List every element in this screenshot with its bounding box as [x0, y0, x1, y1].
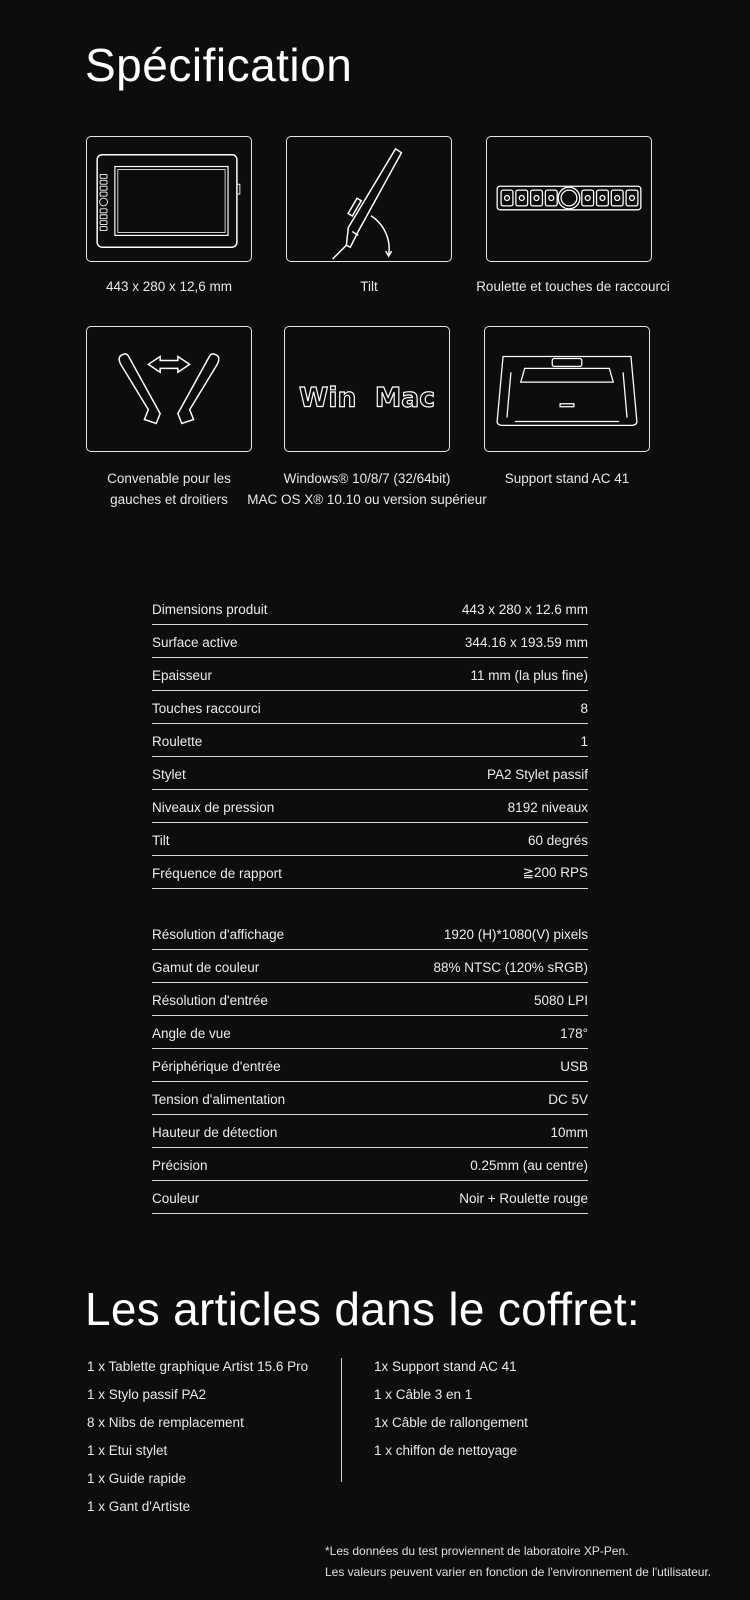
- spec-value: 60 degrés: [527, 832, 588, 848]
- footnote-line: Les valeurs peuvent varier en fonction de l'environnement de l'utilisateur.: [325, 1565, 712, 1579]
- left-right-hand-icon: [87, 327, 251, 451]
- feature-caption-tilt: Tilt: [360, 279, 378, 294]
- win-mac-icon: [285, 327, 449, 451]
- spec-value: 344.16 x 193.59 mm: [464, 634, 588, 650]
- tablet-icon: [87, 137, 251, 261]
- spec-row: [152, 1181, 588, 1214]
- feature-card-dimensions: [86, 136, 252, 262]
- spec-value: 8: [580, 700, 588, 716]
- spec-label: Touches raccourci: [152, 700, 261, 716]
- spec-value: 8192 niveaux: [507, 799, 588, 815]
- spec-value: 1: [580, 733, 588, 749]
- list-item: 1 x Stylo passif PA2: [87, 1387, 207, 1402]
- spec-label: Niveaux de pression: [152, 799, 275, 815]
- win-mac-text: Win Mac: [299, 382, 435, 414]
- spec-value: 88% NTSC (120% sRGB): [433, 959, 588, 975]
- caption-line: Windows® 10/8/7 (32/64bit): [283, 471, 451, 486]
- feature-card-os-compatibility: [284, 326, 450, 452]
- spec-value: ≧200 RPS: [522, 865, 588, 880]
- spec-value: Noir + Roulette rouge: [459, 1190, 588, 1206]
- spec-label: Fréquence de rapport: [152, 865, 282, 881]
- spec-label: Couleur: [152, 1190, 200, 1206]
- spec-value: PA2 Stylet passif: [486, 766, 588, 782]
- list-divider: [341, 1358, 342, 1482]
- list-item: 1 x chiffon de nettoyage: [374, 1443, 518, 1458]
- spec-row: [152, 1016, 588, 1049]
- page-title: Spécification: [85, 39, 353, 91]
- box-contents-list-left: [87, 1353, 308, 1521]
- box-contents-list-right: [374, 1353, 528, 1465]
- spec-label: Périphérique d'entrée: [152, 1058, 281, 1074]
- spec-row: [152, 625, 588, 658]
- caption-line: gauches et droitiers: [110, 492, 228, 507]
- feature-caption-stand: Support stand AC 41: [504, 471, 630, 486]
- feature-card-tilt: [286, 136, 452, 262]
- spec-table-display: [152, 917, 588, 1214]
- list-item: 1 x Câble 3 en 1: [374, 1387, 473, 1402]
- spec-value: 1920 (H)*1080(V) pixels: [443, 926, 588, 942]
- caption-line: Convenable pour les: [107, 471, 231, 486]
- spec-row: [152, 1148, 588, 1181]
- footnote-line: *Les données du test proviennent de laboratoire XP-Pen.: [325, 1544, 629, 1558]
- spec-value: 10mm: [550, 1124, 588, 1140]
- spec-label: Tension d'alimentation: [152, 1091, 286, 1107]
- spec-label: Roulette: [152, 733, 203, 749]
- shortcut-keys-icon: [487, 137, 651, 261]
- spec-label: Hauteur de détection: [152, 1124, 278, 1140]
- spec-label: Résolution d'entrée: [152, 992, 268, 1008]
- footnote: [325, 1541, 711, 1583]
- spec-row: [152, 691, 588, 724]
- spec-row: [152, 757, 588, 790]
- spec-label: Tilt: [152, 832, 170, 848]
- feature-card-shortcut-keys: [486, 136, 652, 262]
- spec-label: Epaisseur: [152, 667, 213, 683]
- spec-row: [152, 983, 588, 1016]
- spec-value: 178°: [560, 1025, 588, 1041]
- list-item: 1 x Gant d'Artiste: [87, 1499, 191, 1514]
- feature-caption-shortcut-keys: Roulette et touches de raccourci: [476, 279, 670, 294]
- spec-label: Stylet: [152, 766, 186, 782]
- spec-row: [152, 724, 588, 757]
- spec-value: 11 mm (la plus fine): [470, 667, 588, 683]
- spec-label: Surface active: [152, 634, 238, 650]
- spec-label: Précision: [152, 1157, 208, 1173]
- feature-caption-dimensions: 443 x 280 x 12,6 mm: [105, 279, 233, 294]
- spec-row: [152, 790, 588, 823]
- spec-value: USB: [560, 1058, 588, 1074]
- spec-row: [152, 950, 588, 983]
- list-item: 1 x Guide rapide: [87, 1471, 187, 1486]
- spec-row: [152, 1049, 588, 1082]
- feature-card-stand: [484, 326, 650, 452]
- feature-caption-os: [222, 468, 512, 510]
- spec-row: [152, 1115, 588, 1148]
- list-item: 1 x Etui stylet: [87, 1443, 168, 1458]
- spec-label: Dimensions produit: [152, 601, 268, 617]
- spec-row: [152, 917, 588, 950]
- spec-row: [152, 1082, 588, 1115]
- spec-row: [152, 658, 588, 691]
- feature-card-ambidextrous: [86, 326, 252, 452]
- spec-label: Gamut de couleur: [152, 959, 260, 975]
- spec-value: DC 5V: [548, 1091, 588, 1107]
- caption-line: MAC OS X® 10.10 ou version supérieur: [247, 492, 487, 507]
- spec-row: [152, 823, 588, 856]
- spec-label: Angle de vue: [152, 1025, 231, 1041]
- list-item: 8 x Nibs de remplacement: [87, 1415, 244, 1430]
- box-contents-title: Les articles dans le coffret:: [85, 1283, 641, 1335]
- spec-value: 443 x 280 x 12.6 mm: [461, 601, 588, 617]
- list-item: 1 x Tablette graphique Artist 15.6 Pro: [87, 1359, 309, 1374]
- list-item: 1x Câble de rallongement: [374, 1415, 528, 1430]
- stand-icon: [485, 327, 649, 451]
- stylus-tilt-icon: [287, 137, 451, 261]
- spec-value: 0.25mm (au centre): [470, 1157, 588, 1173]
- spec-row: [152, 592, 588, 625]
- spec-value: 5080 LPI: [533, 992, 588, 1008]
- spec-table-general: [152, 592, 588, 889]
- spec-label: Résolution d'affichage: [152, 926, 285, 942]
- list-item: 1x Support stand AC 41: [374, 1359, 517, 1374]
- spec-row: [152, 856, 588, 889]
